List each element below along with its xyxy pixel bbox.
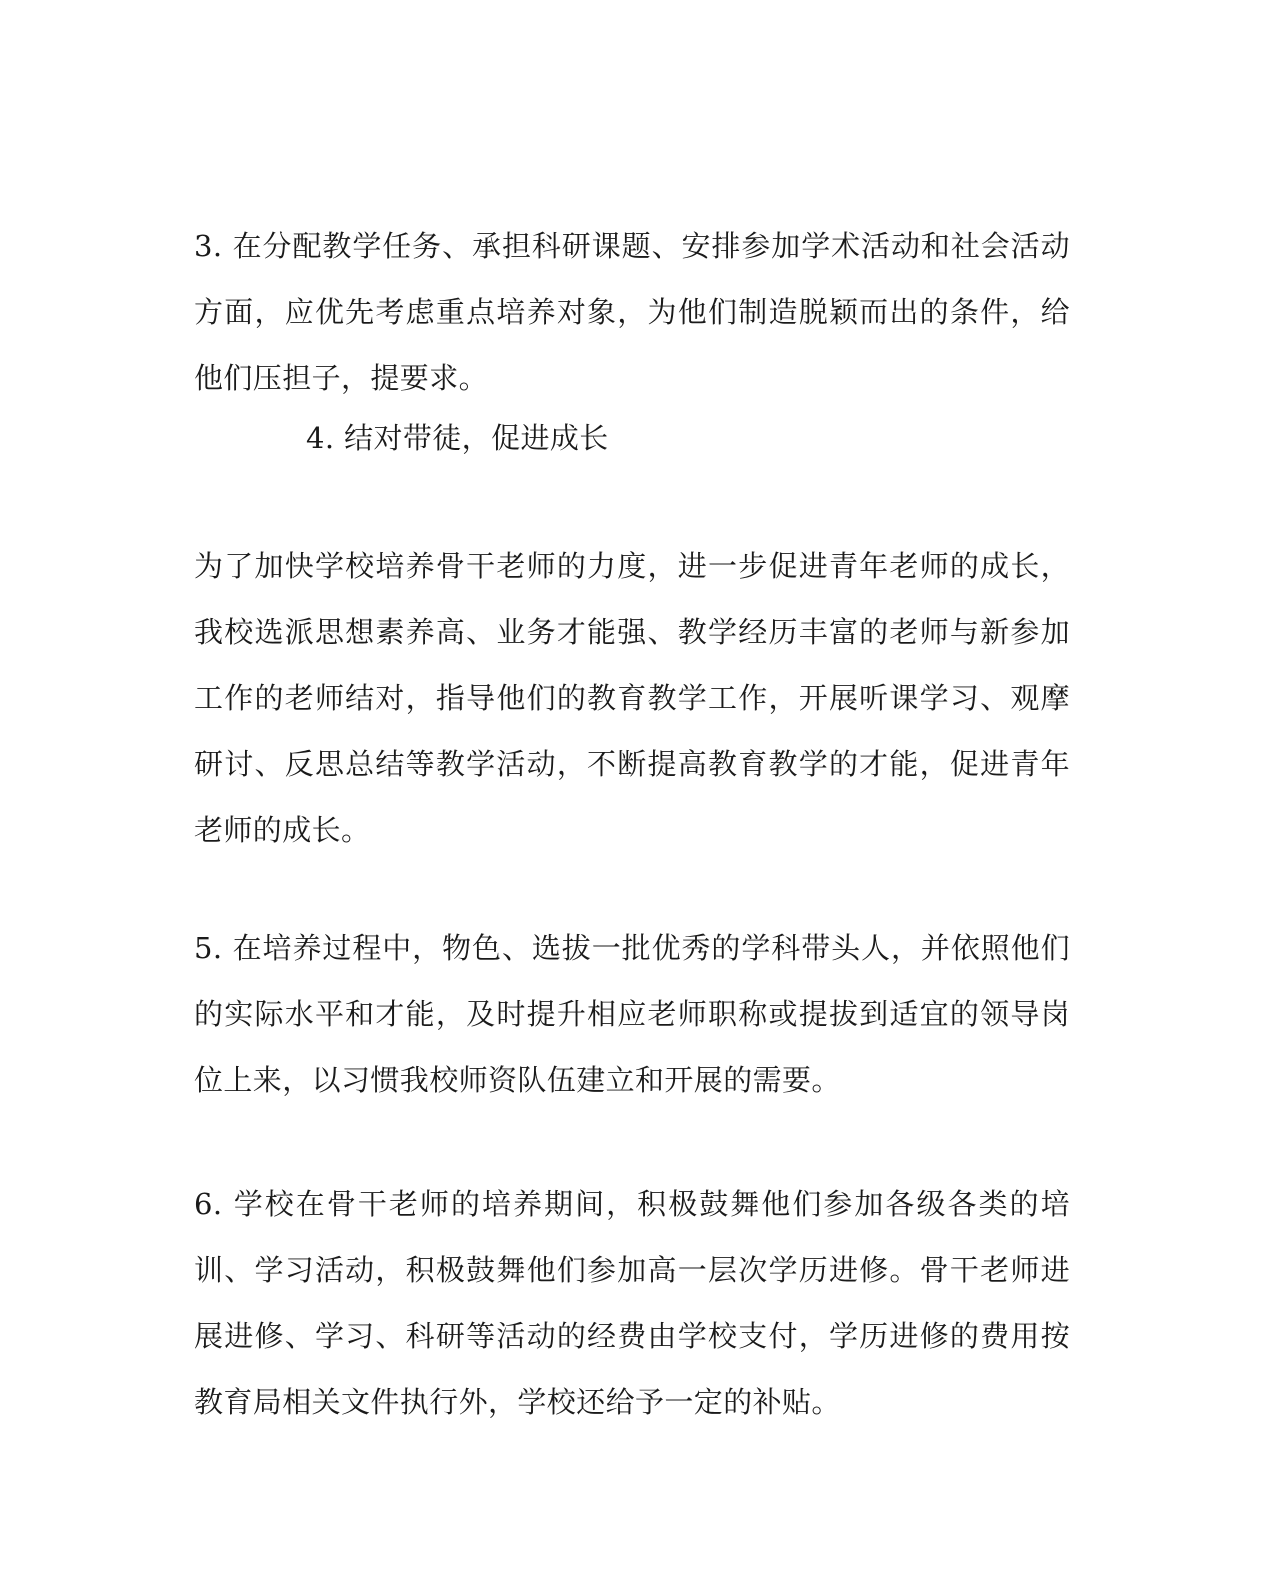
paragraph-pairing-mentorship: 为了加快学校培养骨干老师的力度，进一步促进青年老师的成长，我校选派思想素养高、业务才能强、教学经历丰富的老师与新参加工作的老师结对，指导他们的教育教学工作，开展听课学习、观摩研讨、反思总结等教学活动，不断提高教育教学的才能，促进青年老师的成长。 — [194, 549, 1070, 847]
paragraph-item-5: 5. 在培养过程中，物色、选拔一批优秀的学科带头人，并依照他们的实际水平和才能，及时提升相应老师职称或提拔到适宜的领导岗位上来，以习惯我校师资队伍建立和开展的需要。 — [194, 931, 1070, 1097]
paragraph-item-3: 3. 在分配教学任务、承担科研课题、安排参加学术活动和社会活动方面，应优先考虑重点培养对象，为他们制造脱颖而出的条件，给他们压担子，提要求。 — [194, 229, 1070, 395]
section-heading-4: 4. 结对带徒，促进成长 — [306, 421, 609, 455]
paragraph-item-6: 6. 学校在骨干老师的培养期间，积极鼓舞他们参加各级各类的培训、学习活动，积极鼓舞他们参加高一层次学历进修。骨干老师进展进修、学习、科研等活动的经费由学校支付，学历进修的费用按教育局相关文件执行外，学校还给予一定的补贴。 — [194, 1187, 1070, 1419]
